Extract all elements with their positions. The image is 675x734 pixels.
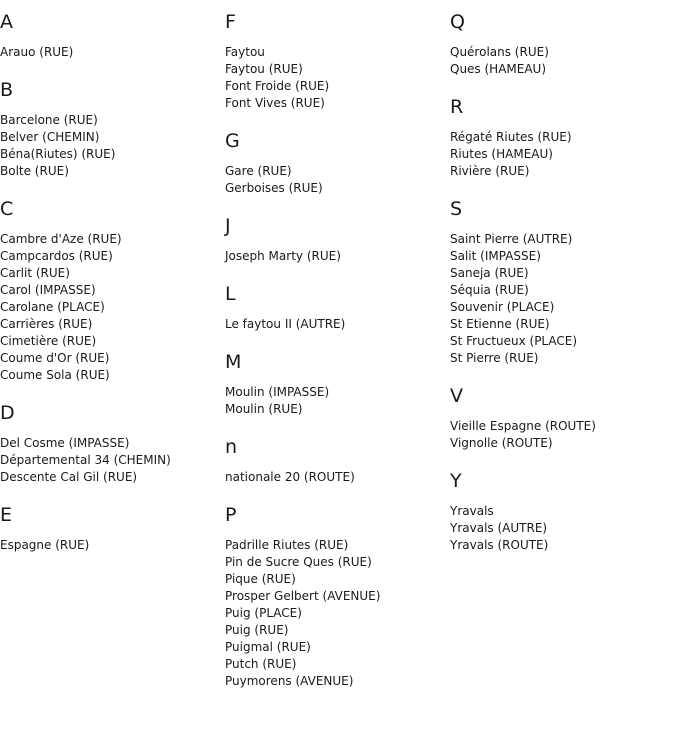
street-link[interactable]: Carrières (RUE) <box>0 317 93 331</box>
street-list <box>450 503 675 554</box>
letter-heading: C <box>0 198 14 220</box>
street-link[interactable]: Font Froide (RUE) <box>225 79 330 93</box>
street-link[interactable]: Carolane (PLACE) <box>0 300 105 314</box>
letter-heading: Q <box>450 11 465 33</box>
street-link[interactable]: Vignolle (ROUTE) <box>450 436 553 450</box>
street-list <box>0 112 225 180</box>
index-column <box>0 10 225 707</box>
street-link[interactable]: Puig (RUE) <box>225 623 289 637</box>
street-list <box>450 231 675 367</box>
letter-group <box>225 214 450 265</box>
street-link[interactable]: Puigmal (RUE) <box>225 640 311 654</box>
street-link[interactable]: Faytou (RUE) <box>225 62 303 76</box>
street-link[interactable]: Puig (PLACE) <box>225 606 302 620</box>
letter-heading: E <box>0 504 13 526</box>
street-link[interactable]: Quérolans (RUE) <box>450 45 549 59</box>
street-list <box>225 316 450 333</box>
street-link[interactable]: Belver (CHEMIN) <box>0 130 100 144</box>
street-link[interactable]: Moulin (RUE) <box>225 402 303 416</box>
letter-heading: n <box>225 436 238 458</box>
letter-group <box>450 384 675 452</box>
street-list <box>0 435 225 486</box>
letter-heading: F <box>225 11 236 33</box>
street-link[interactable]: Salit (IMPASSE) <box>450 249 541 263</box>
street-link[interactable]: Del Cosme (IMPASSE) <box>0 436 130 450</box>
street-link[interactable]: Puymorens (AVENUE) <box>225 674 354 688</box>
letter-group <box>225 350 450 418</box>
index-column <box>450 10 675 707</box>
street-link[interactable]: Carol (IMPASSE) <box>0 283 96 297</box>
street-link[interactable]: Coume d'Or (RUE) <box>0 351 110 365</box>
street-link[interactable]: Riutes (HAMEAU) <box>450 147 553 161</box>
street-link[interactable]: Descente Cal Gil (RUE) <box>0 470 138 484</box>
street-link[interactable]: Béna(Riutes) (RUE) <box>0 147 116 161</box>
street-link[interactable]: Arauo (RUE) <box>0 45 74 59</box>
letter-group <box>450 10 675 78</box>
street-list <box>450 44 675 78</box>
street-list <box>225 469 450 486</box>
street-list <box>225 384 450 418</box>
street-link[interactable]: Saint Pierre (AUTRE) <box>450 232 573 246</box>
street-list <box>0 537 225 554</box>
letter-group <box>450 95 675 180</box>
street-link[interactable]: Souvenir (PLACE) <box>450 300 555 314</box>
letter-heading: G <box>225 130 240 152</box>
street-link[interactable]: Départemental 34 (CHEMIN) <box>0 453 171 467</box>
street-link[interactable]: Espagne (RUE) <box>0 538 90 552</box>
street-link[interactable]: Cambre d'Aze (RUE) <box>0 232 122 246</box>
street-link[interactable]: Joseph Marty (RUE) <box>225 249 341 263</box>
street-link[interactable]: Rivière (RUE) <box>450 164 530 178</box>
street-link[interactable]: Yravals (AUTRE) <box>450 521 548 535</box>
street-list <box>0 44 225 61</box>
street-link[interactable]: Gare (RUE) <box>225 164 292 178</box>
street-link[interactable]: Faytou <box>225 45 265 59</box>
street-link[interactable]: Moulin (IMPASSE) <box>225 385 330 399</box>
index-column <box>225 10 450 707</box>
street-link[interactable]: Padrille Riutes (RUE) <box>225 538 349 552</box>
street-link[interactable]: Putch (RUE) <box>225 657 297 671</box>
street-index <box>0 10 675 707</box>
street-link[interactable]: St Pierre (RUE) <box>450 351 539 365</box>
street-link[interactable]: Carlit (RUE) <box>0 266 70 280</box>
street-link[interactable]: Ques (HAMEAU) <box>450 62 547 76</box>
street-link[interactable]: St Etienne (RUE) <box>450 317 550 331</box>
letter-heading: Y <box>450 470 462 492</box>
street-link[interactable]: Gerboises (RUE) <box>225 181 323 195</box>
street-list <box>225 248 450 265</box>
letter-heading: S <box>450 198 463 220</box>
letter-heading: P <box>225 504 237 526</box>
letter-group <box>450 469 675 554</box>
street-link[interactable]: Font Vives (RUE) <box>225 96 325 110</box>
street-link[interactable]: St Fructueux (PLACE) <box>450 334 578 348</box>
street-list <box>225 537 450 690</box>
street-link[interactable]: Yravals <box>450 504 494 518</box>
letter-group <box>225 435 450 486</box>
letter-heading: R <box>450 96 464 118</box>
street-link[interactable]: Saneja (RUE) <box>450 266 529 280</box>
street-link[interactable]: Bolte (RUE) <box>0 164 69 178</box>
street-list <box>0 231 225 384</box>
letter-heading: L <box>225 283 236 305</box>
letter-heading: B <box>0 79 14 101</box>
street-link[interactable]: Pin de Sucre Ques (RUE) <box>225 555 372 569</box>
street-list <box>450 418 675 452</box>
street-list <box>450 129 675 180</box>
street-list <box>225 44 450 112</box>
letter-heading: V <box>450 385 463 407</box>
letter-group <box>0 503 225 554</box>
street-link[interactable]: Prosper Gelbert (AVENUE) <box>225 589 381 603</box>
letter-group <box>0 401 225 486</box>
street-link[interactable]: Pique (RUE) <box>225 572 296 586</box>
street-link[interactable]: nationale 20 (ROUTE) <box>225 470 355 484</box>
street-link[interactable]: Barcelone (RUE) <box>0 113 98 127</box>
street-link[interactable]: Séquia (RUE) <box>450 283 529 297</box>
street-link[interactable]: Le faytou II (AUTRE) <box>225 317 346 331</box>
letter-group <box>225 282 450 333</box>
letter-heading: J <box>225 215 231 237</box>
letter-heading: D <box>0 402 15 424</box>
letter-heading: A <box>0 11 13 33</box>
letter-group <box>0 78 225 180</box>
street-link[interactable]: Régaté Riutes (RUE) <box>450 130 572 144</box>
letter-heading: M <box>225 351 242 373</box>
street-link[interactable]: Campcardos (RUE) <box>0 249 113 263</box>
letter-group <box>225 129 450 197</box>
street-link[interactable]: Yravals (ROUTE) <box>450 538 549 552</box>
letter-group <box>0 197 225 384</box>
street-list <box>225 163 450 197</box>
letter-group <box>225 10 450 112</box>
letter-group <box>0 10 225 61</box>
street-link[interactable]: Cimetière (RUE) <box>0 334 97 348</box>
street-link[interactable]: Vieille Espagne (ROUTE) <box>450 419 596 433</box>
street-link[interactable]: Coume Sola (RUE) <box>0 368 110 382</box>
letter-group <box>225 503 450 690</box>
letter-group <box>450 197 675 367</box>
